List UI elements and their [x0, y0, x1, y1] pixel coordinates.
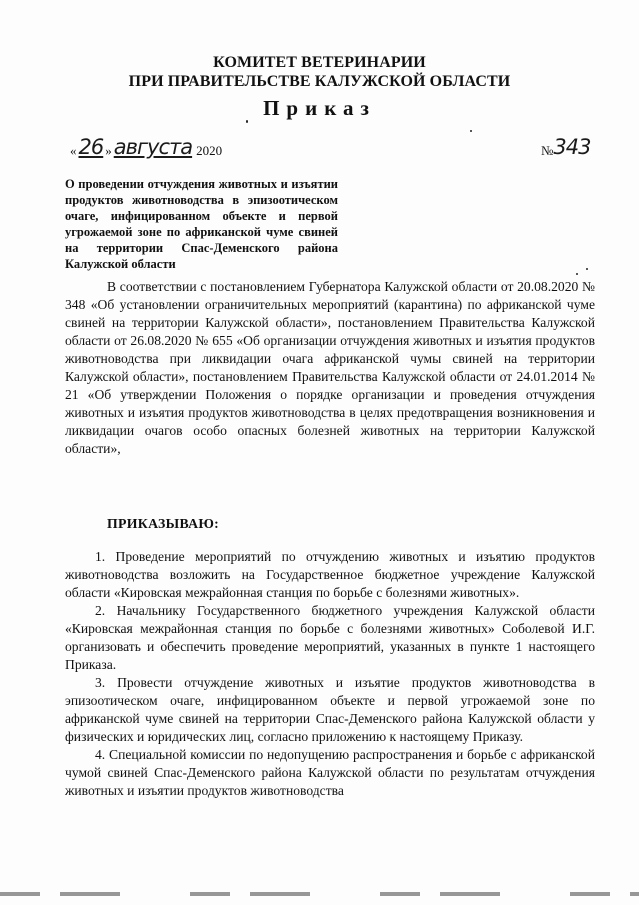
- scan-speck: [246, 120, 248, 123]
- committee-name: КОМИТЕТ ВЕТЕРИНАРИИ: [213, 54, 426, 71]
- order-number: [541, 135, 591, 159]
- date-day-handwritten: 26: [78, 135, 104, 159]
- order-item: 3. Провести отчуждение животных и изъятие продуктов животноводства в эпизоотическом очаге, инфицированном объекте и первой угрожаемой зоне по африканской чуме свиней на территории Спас-Деменского района Калужской области у физических и юридических лиц, согласно приложению к настоящему Приказу.: [65, 675, 595, 744]
- order-word: ПРИКАЗЫВАЮ:: [107, 516, 220, 531]
- order-date: [70, 135, 222, 159]
- number-prefix: №: [541, 143, 554, 158]
- preamble-paragraph: В соответствии с постановлением Губернатора Калужской области от 20.08.2020 № 348 «Об установлении ограничительных мероприятий (карантина) по африканской чуме свиней на территории Калужской области», постановлением Правительства Калужской области от 26.08.2020 № 655 «Об организации отчуждения животных и изъятия продуктов животноводства при ликвидации очага африканской чумы свиней на территории Калужской области», постановлением Правительства Калужской области от 24.01.2014 № 21 «Об утверждении Положения о порядке организации и проведения отчуждения животных и изъятия продуктов животноводства в целях предотвращения возникновения и ликвидации очагов особо опасных болезней животных на территории Калужской области»,: [65, 279, 595, 456]
- number-value-handwritten: 343: [553, 135, 591, 159]
- order-subject: О проведении отчуждения животных и изъятии продуктов животноводства в эпизоотическом очаге, инфицированном объекте и первой угрожаемой зоне по африканской чуме свиней на территории Спас-Деменского района Калужской области: [65, 177, 338, 271]
- order-item: 2. Начальнику Государственного бюджетного учреждения Калужской области «Кировская межрайонная станция по борьбе с болезнями животных» Соболевой И.Г. организовать и обеспечить проведение мероприятий, указанных в пункте 1 настоящего Приказа.: [65, 603, 595, 672]
- scan-bottom-edge: [0, 892, 639, 896]
- date-open-quote: «: [70, 143, 77, 158]
- scan-speck: [470, 130, 472, 132]
- order-items: [65, 548, 595, 800]
- order-item: 4. Специальной комиссии по недопущению распространения и борьбе с африканской чумой свиней Спас-Деменского района Калужской области по результатам отчуждения животных и изъятии продуктов животноводства: [65, 747, 595, 798]
- committee-subtitle: ПРИ ПРАВИТЕЛЬСТВЕ КАЛУЖСКОЙ ОБЛАСТИ: [128, 73, 511, 90]
- date-year: 2020: [196, 143, 223, 158]
- scan-speck: [576, 273, 578, 275]
- order-item: 1. Проведение мероприятий по отчуждению животных и изъятию продуктов животноводства возложить на Государственное бюджетное учреждение Калужской области «Кировская межрайонная станция по борьбе с болезнями животных».: [65, 549, 595, 600]
- scan-speck: [586, 268, 588, 270]
- document-type-title: Приказ: [263, 96, 376, 120]
- date-month-handwritten: августа: [113, 135, 193, 159]
- date-close-quote: »: [105, 143, 112, 158]
